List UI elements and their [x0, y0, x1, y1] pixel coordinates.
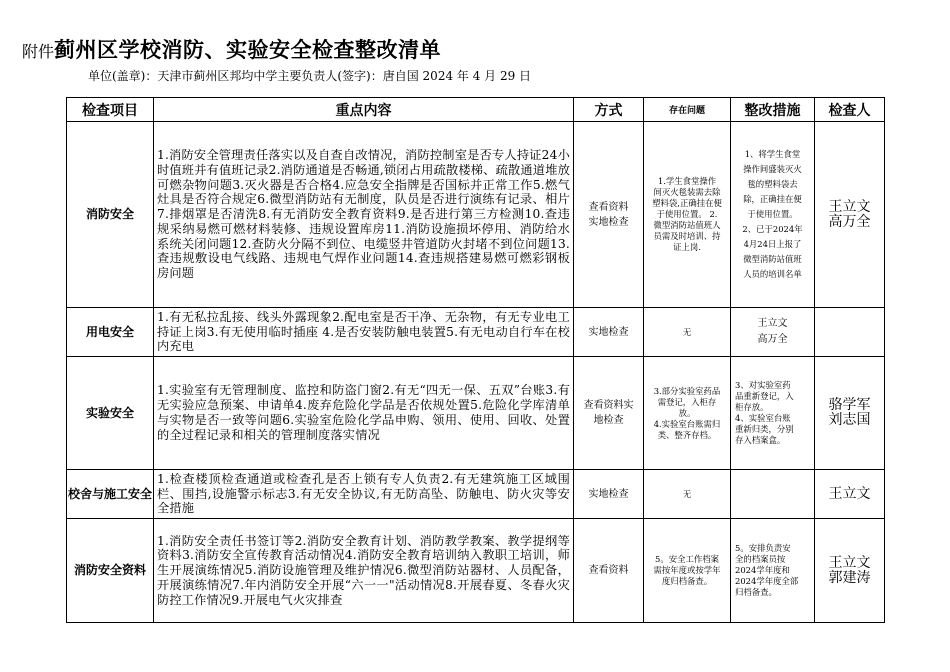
title-prefix: 附件	[22, 42, 55, 61]
row-method	[574, 470, 644, 519]
cell-line: 王立文	[757, 318, 788, 329]
row-method	[574, 357, 644, 470]
cell-line: 3、对实验室药	[735, 380, 791, 390]
header-inspector: 检查人	[815, 98, 885, 122]
cell-line: 需按年度或按学年	[653, 565, 721, 575]
cell-line: 微型消防站值班	[743, 254, 802, 264]
row-content: 1.检查楼顶检查通道或检查孔是否上锁有专人负责2.有无建筑施工区域围栏、围挡,设施警示标志3.有无安全协议,有无防高坠、防触电、防火灾等安全措施	[154, 470, 574, 519]
cell-line: 实地检查	[588, 326, 629, 338]
cell-line: 2024学年度全部	[735, 576, 799, 586]
cell-line: 4.实验室台账需归	[653, 418, 721, 429]
cell-line: 重新归类，分别	[735, 424, 794, 434]
row-inspector	[815, 122, 885, 308]
cell-line: 骆学军	[828, 397, 871, 413]
header-item: 检查项目	[67, 98, 154, 122]
cell-line: 无	[682, 488, 692, 499]
row-content: 1.实验室有无管理制度、监控和防盗门窗2.有无“四无一保、五双”台账3.有无实验应急预案、申请单4.废弃危险化学品是否依规处置5.危险化学库清单与实物是否一致等问题6.实验室危险化学品申购、领用、使用、回收、处置的全过程记录和相关的管理制度落实情况	[154, 357, 574, 470]
header-measure: 整改措施	[731, 98, 815, 122]
cell-line: 查看资料	[588, 201, 629, 213]
cell-line: 无	[682, 326, 692, 337]
cell-line: 刘志国	[828, 412, 871, 428]
row-item: 消防安全资料	[67, 519, 154, 623]
cell-line: 查看资料	[588, 565, 629, 576]
row-issue	[644, 470, 731, 519]
cell-line: 员需及时培训、持	[653, 231, 721, 241]
table-row	[67, 122, 885, 308]
row-content: 1.消防安全责任书签订等2.消防安全教育计划、消防教学教案、教学提纲等资料3.消防安全宣传教育活动情况4.消防安全教育培训纳入教职工培训，师生开展演练情况5.消防设施管理及维护情况6.微型消防站器材、人员配备，开展演练情况7.年内消防安全开展“六一一"活动情况8.开展春夏、冬春火灾防控工作情况9.开展电气火灾排查	[154, 519, 574, 623]
cell-line: 品重新登记，入	[735, 391, 794, 401]
cell-line: 4、实验室台账	[735, 413, 791, 423]
row-issue	[644, 357, 731, 470]
cell-line: 1、将学生食堂	[744, 149, 801, 159]
row-inspector	[815, 308, 885, 357]
cell-line: 实地检查	[588, 216, 629, 228]
cell-line: 高万全	[828, 213, 871, 230]
row-measure	[731, 308, 815, 357]
cell-line: 柜存放。	[735, 402, 769, 412]
cell-line: 类、整齐存档。	[657, 429, 717, 440]
cell-line: 放。	[678, 407, 696, 418]
row-item: 校舍与施工安全	[67, 470, 154, 519]
cell-line: 王立文	[828, 198, 871, 215]
row-measure	[731, 519, 815, 623]
cell-line: 于使用位置。 2.	[656, 209, 718, 219]
cell-line: 全的档案员按	[735, 554, 786, 564]
row-inspector	[815, 519, 885, 623]
cell-line: 郭建涛	[828, 569, 871, 586]
rectification-table	[66, 97, 885, 623]
row-item: 实验安全	[67, 357, 154, 470]
cell-line: 于使用位置。	[747, 209, 798, 219]
cell-line: 人员的培训名单	[743, 269, 802, 279]
row-inspector	[815, 470, 885, 519]
cell-line: 度归档备查。	[661, 576, 713, 586]
row-content: 1.消防安全管理责任落实以及自查自改情况，消防控制室是否专人持证24小时值班并有值班记录2.消防通道是否畅通,锁闭占用疏散楼梯、疏散通道堆放可燃杂物问题3.灭火器是否合格4.应急安全指牌是否国标并正常工作5.燃气灶具是否符合规定6.微型消防站有无制度，队员是否进行演练有记录、相片7.排烟罩是否清洗8.有无消防安全教育资料9.是否进行第三方检测10.查违规采纳易燃可燃材料装修、违规设置库房11.消防设施损坏停用、消防给水系统关闭问题12.查防火分隔不到位、电缆竖井管道防火封堵不到位问题13.查违规敷设电气线路、违规电气焊作业问题14.查违规搭建易燃可燃彩钢板房问题	[154, 122, 574, 308]
document-subtitle: 单位(盖章)：天津市蓟州区邦均中学主要负责人(签字)：唐自国 2024 年 4 月 29 日	[88, 69, 532, 83]
cell-line: 王立文	[828, 554, 871, 571]
cell-line: 2、已于2024年	[742, 224, 803, 234]
row-inspector	[815, 357, 885, 470]
row-item: 用电安全	[67, 308, 154, 357]
header-method: 方式	[574, 98, 644, 122]
row-issue	[644, 122, 731, 308]
cell-line: 高万全	[757, 334, 788, 345]
cell-line: 归档备查。	[735, 587, 777, 597]
document-title	[22, 34, 441, 64]
table-row	[67, 519, 885, 623]
cell-line: 地检查	[593, 415, 624, 426]
cell-line: 微型消防站值班人	[653, 220, 721, 230]
row-measure	[731, 470, 815, 519]
cell-line: 实地检查	[588, 488, 629, 500]
cell-line: 毯的塑料袋去	[747, 179, 798, 189]
title-main: 蓟州区学校消防、实验安全检查整改清单	[54, 38, 442, 62]
row-issue	[644, 308, 731, 357]
cell-line: 除，正确挂在便	[743, 194, 802, 204]
row-measure	[731, 122, 815, 308]
row-content: 1.有无私拉乱接、线头外露现象2.配电室是否干净、无杂物，有无专业电工持证上岗3.有无使用临时插座 4.是否安装防触电装置5.有无电动自行车在校内充电	[154, 308, 574, 357]
cell-line: 2024学年度和	[735, 565, 790, 575]
header-issue: 存在问题	[644, 98, 731, 122]
cell-line: 王立文	[828, 485, 871, 502]
row-issue	[644, 519, 731, 623]
cell-line: 5。安全工作档案	[655, 554, 719, 564]
cell-line: 5。安排负责安	[735, 543, 791, 553]
cell-line: 证上岗.	[673, 242, 701, 252]
table-row	[67, 357, 885, 470]
table-row	[67, 308, 885, 357]
header-content: 重点内容	[154, 98, 574, 122]
cell-line: 需登记，入柜存	[657, 396, 717, 407]
cell-line: 4月24日上报了	[743, 239, 802, 249]
table-header-row	[67, 98, 885, 122]
row-method	[574, 519, 644, 623]
cell-line: 间灭火毯装需去除	[653, 187, 721, 197]
table-row	[67, 470, 885, 519]
cell-line: 操作间盛装灭火	[743, 164, 802, 174]
cell-line: 查看资料实	[583, 400, 634, 411]
row-method	[574, 308, 644, 357]
row-method	[574, 122, 644, 308]
cell-line: 存入档案盒。	[735, 435, 786, 445]
cell-line: 塑料袋,正确挂在便	[652, 198, 722, 208]
row-measure	[731, 357, 815, 470]
cell-line: 1.学生食堂操作	[657, 176, 717, 186]
row-item: 消防安全	[67, 122, 154, 308]
cell-line: 3.部分实验室药品	[653, 385, 721, 396]
